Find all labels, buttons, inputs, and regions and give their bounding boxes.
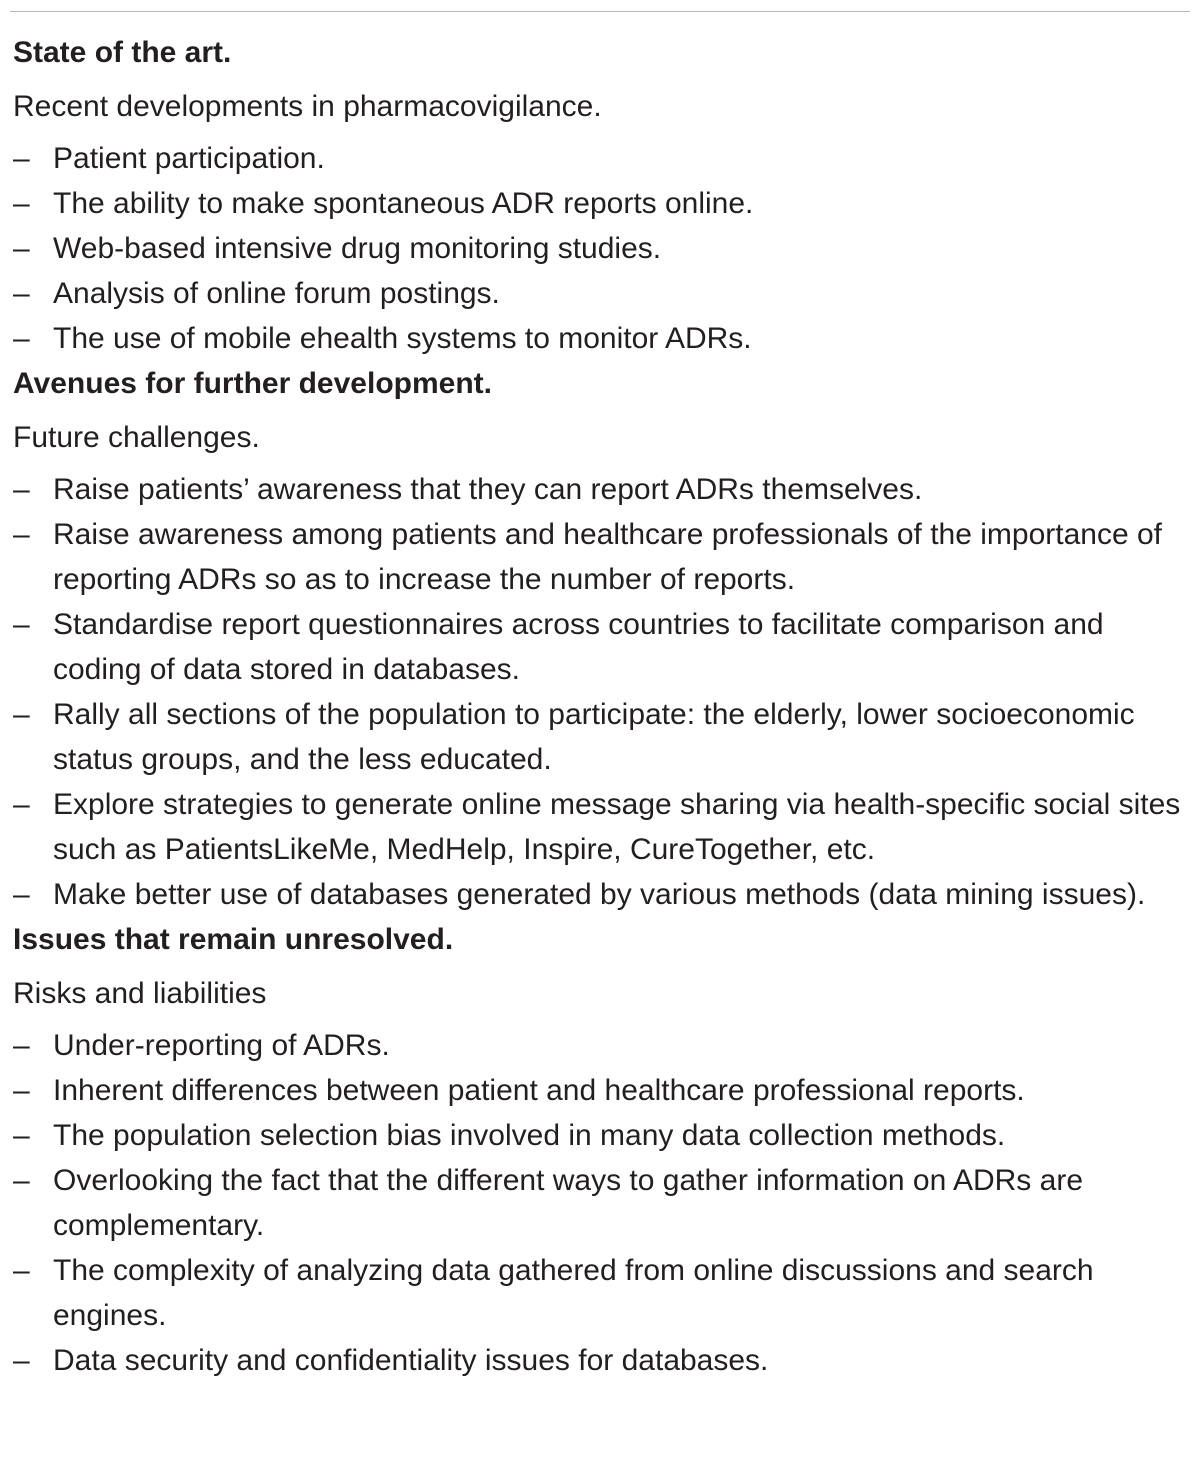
section-avenues-for-further-development: [13, 361, 1193, 917]
section-heading: Issues that remain unresolved.: [13, 923, 454, 956]
dash-bullet-icon: –: [13, 1119, 30, 1152]
list-item-text: Explore strategies to generate online message sharing via health-specific social sites such as PatientsLikeMe, MedHelp, Inspire, CureTogether, etc.: [53, 788, 1181, 866]
list-item-text: The population selection bias involved in many data collection methods.: [53, 1119, 1006, 1152]
list-item: [13, 181, 1193, 226]
dash-bullet-icon: –: [13, 232, 30, 265]
list-item-text: The use of mobile ehealth systems to monitor ADRs.: [53, 322, 752, 355]
dash-bullet-icon: –: [13, 1254, 30, 1287]
list-item: [13, 1248, 1193, 1338]
list-item: [13, 1068, 1193, 1113]
section-issues-that-remain-unresolved: [13, 917, 1193, 1383]
list-item: [13, 1338, 1193, 1383]
dash-bullet-icon: –: [13, 142, 30, 175]
list-item: [13, 226, 1193, 271]
list-item-text: Patient participation.: [53, 142, 325, 175]
list-item-text: Web-based intensive drug monitoring studies.: [53, 232, 662, 265]
list-item: [13, 602, 1193, 692]
list-item-text: Raise awareness among patients and healthcare professionals of the importance of reporting ADRs so as to increase the number of reports.: [53, 518, 1162, 596]
list-item: [13, 136, 1193, 181]
dash-bullet-icon: –: [13, 1029, 30, 1062]
list-item-text: Standardise report questionnaires across countries to facilitate comparison and coding of data stored in databases.: [53, 608, 1104, 686]
section-state-of-the-art: [13, 30, 1193, 361]
dash-bullet-icon: –: [13, 518, 30, 551]
list-item: [13, 1158, 1193, 1248]
document-body: [13, 30, 1193, 1383]
list-item: [13, 316, 1193, 361]
dash-bullet-icon: –: [13, 698, 30, 731]
list-item-text: The complexity of analyzing data gathered from online discussions and search engines.: [53, 1254, 1094, 1332]
dash-bullet-icon: –: [13, 1074, 30, 1107]
dash-bullet-icon: –: [13, 322, 30, 355]
list-item-text: Data security and confidentiality issues for databases.: [53, 1344, 769, 1377]
section-subtitle: Risks and liabilities: [13, 977, 267, 1010]
list-item-text: Analysis of online forum postings.: [53, 277, 500, 310]
dash-bullet-icon: –: [13, 473, 30, 506]
dash-bullet-icon: –: [13, 1344, 30, 1377]
dash-bullet-icon: –: [13, 608, 30, 641]
list-item-text: Overlooking the fact that the different ways to gather information on ADRs are complementary.: [53, 1164, 1084, 1242]
bullet-list: [13, 467, 1193, 917]
list-item: [13, 271, 1193, 316]
list-item-text: Inherent differences between patient and healthcare professional reports.: [53, 1074, 1025, 1107]
list-item-text: Make better use of databases generated by various methods (data mining issues).: [53, 878, 1146, 911]
list-item: [13, 692, 1193, 782]
list-item: [13, 872, 1193, 917]
dash-bullet-icon: –: [13, 187, 30, 220]
list-item: [13, 512, 1193, 602]
top-rule: [10, 11, 1190, 12]
list-item: [13, 782, 1193, 872]
section-heading: State of the art.: [13, 36, 232, 69]
bullet-list: [13, 1023, 1193, 1383]
dash-bullet-icon: –: [13, 277, 30, 310]
list-item-text: Under-reporting of ADRs.: [53, 1029, 390, 1062]
list-item-text: The ability to make spontaneous ADR reports online.: [53, 187, 754, 220]
list-item: [13, 467, 1193, 512]
list-item-text: Rally all sections of the population to participate: the elderly, lower socioeconomic status groups, and the less educated.: [53, 698, 1135, 776]
dash-bullet-icon: –: [13, 1164, 30, 1197]
list-item: [13, 1023, 1193, 1068]
bullet-list: [13, 136, 1193, 361]
section-subtitle: Future challenges.: [13, 421, 260, 454]
dash-bullet-icon: –: [13, 788, 30, 821]
section-subtitle: Recent developments in pharmacovigilance.: [13, 90, 602, 123]
section-heading: Avenues for further development.: [13, 367, 492, 400]
dash-bullet-icon: –: [13, 878, 30, 911]
list-item-text: Raise patients’ awareness that they can report ADRs themselves.: [53, 473, 923, 506]
list-item: [13, 1113, 1193, 1158]
